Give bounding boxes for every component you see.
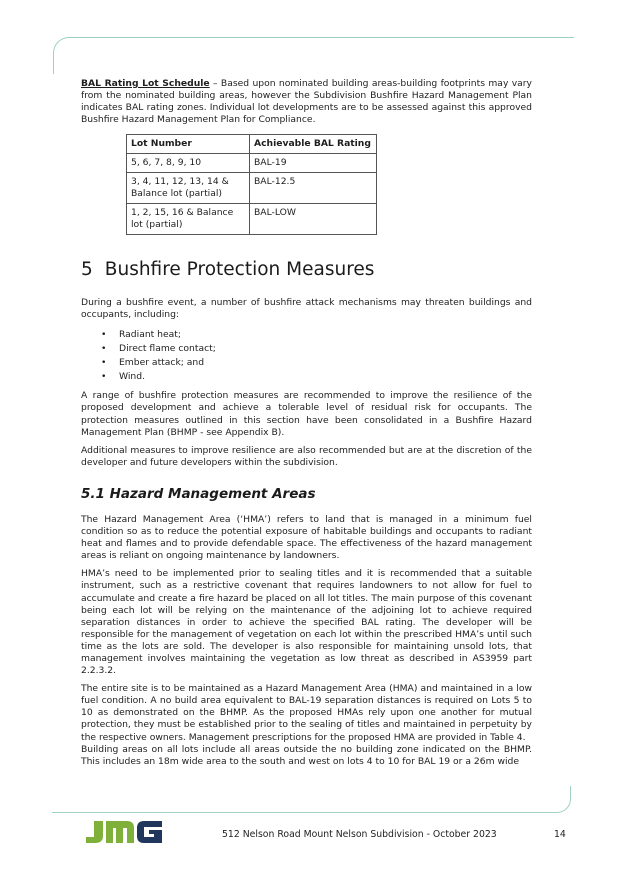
table-header-row (127, 135, 377, 154)
table-cell: 3, 4, 11, 12, 13, 14 & Balance lot (partial) (127, 173, 250, 204)
table-header: Achievable BAL Rating (250, 135, 377, 154)
bal-schedule-paragraph (81, 78, 532, 126)
table-cell: BAL-19 (250, 154, 377, 173)
lot-bal-table (126, 134, 377, 235)
list-item: • Wind. (81, 370, 532, 384)
list-item: • Ember attack; and (81, 356, 532, 370)
list-item: • Direct flame contact; (81, 342, 532, 356)
table-cell: BAL-LOW (250, 204, 377, 235)
bal-schedule-heading: BAL Rating Lot Schedule (81, 78, 210, 89)
paragraph: The Hazard Management Area (‘HMA’) refers to land that is managed in a minimum fuel condition so as to reduce the potential exposure of habitable buildings and occupants to radiant heat and flames and to provide defendable space. The effectiveness of the hazard management areas is reliant on ongoing maintenance by landowners. (81, 513, 532, 562)
bal-schedule-text: – Based upon nominated building areas-building footprints may vary from the nominated building areas, however the Subdivision Bushfire Hazard Management Plan indicates BAL rating zones. Individual lot developments are to be assessed against this approved Bushfire Hazard Management Plan for Compliance. (81, 78, 532, 126)
table-row (127, 154, 377, 173)
paragraph: Building areas on all lots include all areas outside the no building zone indicated on the BHMP. This includes an 18m wide area to the south and west on lots 4 to 10 for BAL 19 or a 26m wide (81, 743, 532, 767)
list-item: • Radiant heat; (81, 328, 532, 342)
subsection-heading: 5.1 Hazard Management Areas (81, 485, 316, 502)
bullet-list (81, 328, 532, 385)
section-heading (81, 259, 532, 281)
paragraph: The entire site is to be maintained as a Hazard Management Area (HMA) and maintained in a low fuel condition. A no build area equivalent to BAL-19 separation distances is required on Lots 5 to 10 as demonstrated on the BHMP. As the proposed HMAs rely upon one another for mutual protection, they must be established prior to the sealing of titles and maintained in perpetuity by the respective owners. Management prescriptions for the proposed HMA are provided in Table 4. (81, 683, 532, 743)
page-frame-top (53, 37, 574, 74)
table-header: Lot Number (127, 135, 250, 154)
paragraph: Additional measures to improve resilience are also recommended but are at the discretion of the developer and future developers within the subdivision. (81, 444, 532, 468)
table-cell: BAL-12.5 (250, 173, 377, 204)
page-number: 14 (554, 829, 566, 840)
paragraph: A range of bushfire protection measures are recommended to improve the resilience of the proposed development and achieve a tolerable level of residual risk for occupants. The protection measures outlined in this section have been consolidated in a Bushfire Hazard Management Plan (BHMP - see Appendix B). (81, 390, 532, 438)
paragraph: HMA’s need to be implemented prior to sealing titles and it is recommended that a suitable instrument, such as a restrictive covenant that requires landowners to not allow for fuel to accumulate and create a fire hazard be placed on all lot titles. The main purpose of this covenant being each lot will be relying on the maintenance of the adjoining lot to achieve required separation distances in order to achieve the specified BAL rating. The developer will be responsible for the management of vegetation on each lot within the prescribed HMA’s until such time as the lots are sold. The developer is also responsible for maintaining unsold lots, that management involves maintaining the vegetation as low threat as described in AS3959 part 2.2.3.2. (81, 568, 532, 677)
section-title: Bushfire Protection Measures (104, 259, 375, 281)
footer-title: 512 Nelson Road Mount Nelson Subdivision - October 2023 (222, 829, 497, 840)
page-frame-bottom (52, 786, 571, 813)
table-cell: 1, 2, 15, 16 & Balance lot (partial) (127, 204, 250, 235)
table-cell: 5, 6, 7, 8, 9, 10 (127, 154, 250, 173)
jmg-logo (86, 821, 162, 843)
table-row (127, 204, 377, 235)
page-content (81, 78, 532, 774)
table-row (127, 173, 377, 204)
paragraph: During a bushfire event, a number of bushfire attack mechanisms may threaten buildings and occupants, including: (81, 297, 532, 321)
section-number: 5 (81, 259, 93, 281)
